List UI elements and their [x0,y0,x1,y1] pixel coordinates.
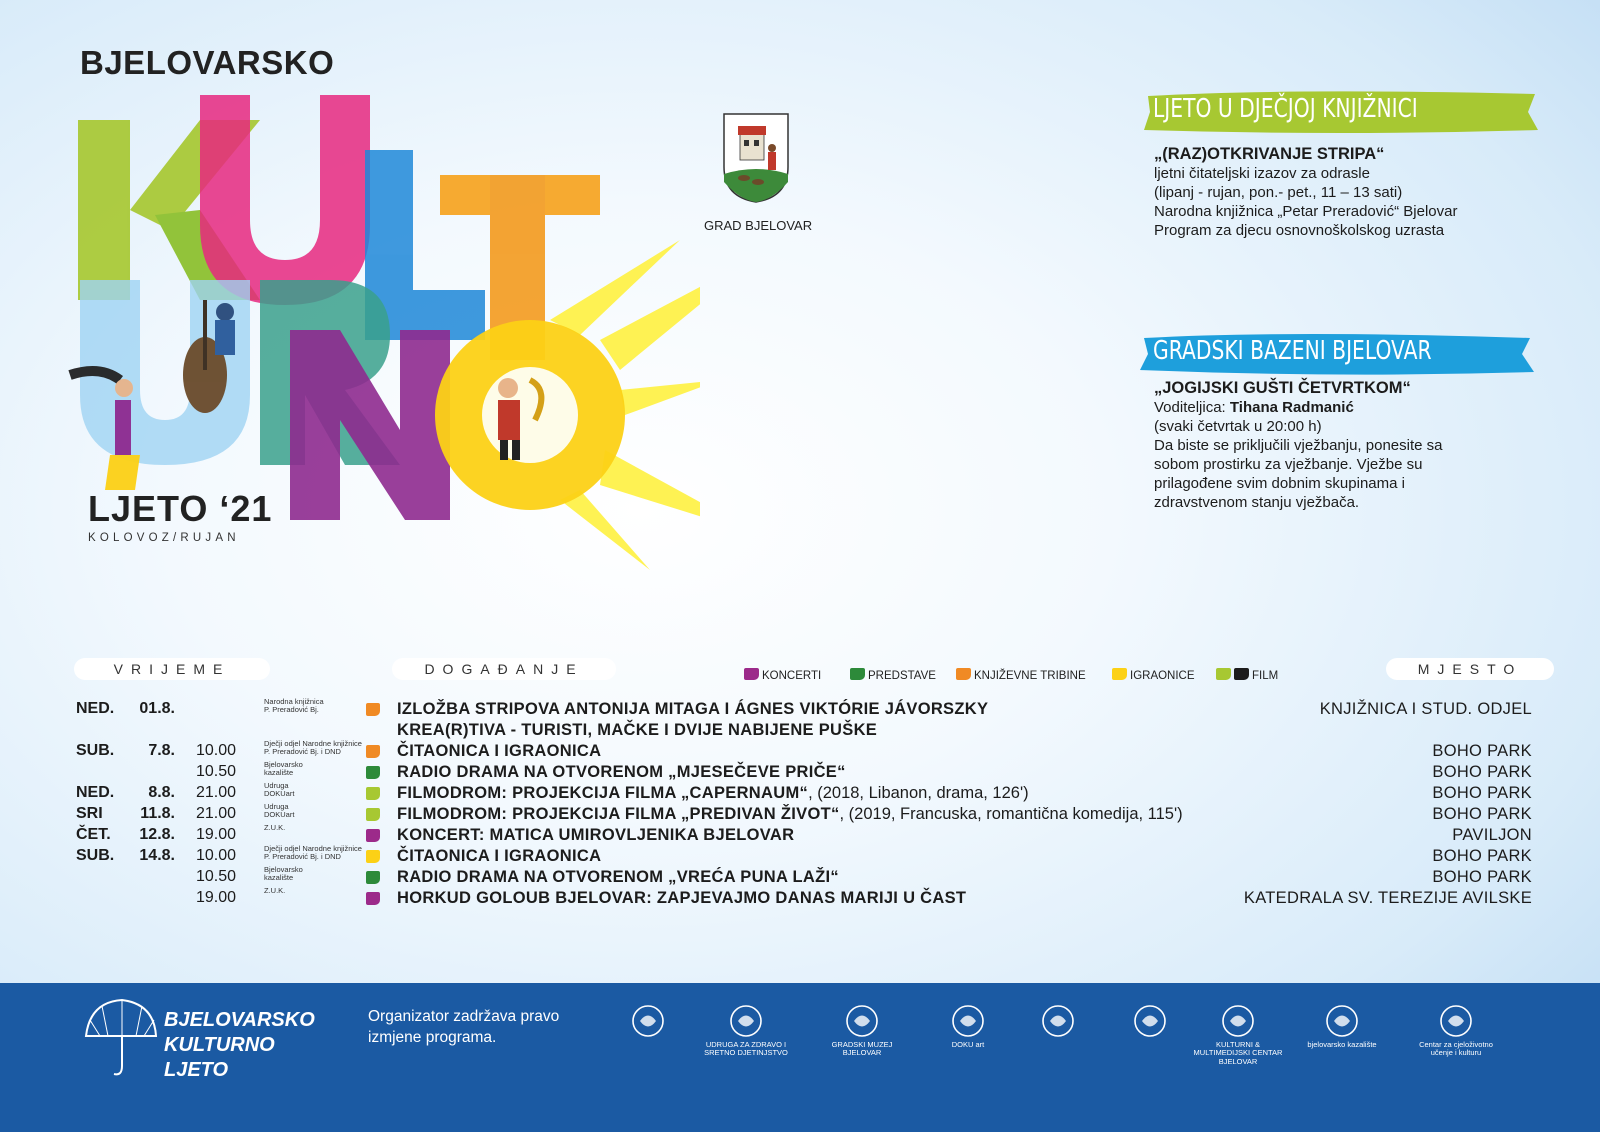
legend-label: KNJIŽEVNE TRIBINE [974,670,1086,682]
row-time: 10.50 [196,763,237,780]
section-line: sobom prostirku za vježbanje. Vježbe su [1154,456,1423,473]
table-row [0,721,1600,742]
legend-label: KONCERTI [762,670,822,682]
row-place: PAVILJON [1452,826,1532,844]
row-place: KNJIŽNICA I STUD. ODJEL [1319,700,1532,718]
row-time: 19.00 [196,889,237,906]
partner-logo-text: DOKU art [951,1039,985,1049]
row-venue: Bjelovarsko kazalište [264,865,303,882]
row-place: KATEDRALA SV. TEREZIJE AVILSKE [1243,889,1532,907]
event-title: FILMODROM: PROJEKCIJA FILMA „CAPERNAUM“ [397,784,809,802]
footer-brand-line: KULTURNO [164,1034,275,1056]
row-event [397,700,988,719]
row-day: ČET. [76,826,111,843]
table-row [0,865,1600,889]
row-date: 8.8. [148,784,175,801]
partner-logo-gradski-muzej [816,1004,908,1058]
legend-swatch [1216,668,1231,680]
row-event [397,889,966,908]
footer-brand [164,1008,315,1083]
category-tag [366,808,380,821]
bjelovarsko-kazaliste-icon [1318,1004,1366,1038]
category-tag [366,745,380,758]
row-place: BOHO PARK [1432,763,1532,781]
city-label: GRAD BJELOVAR [704,218,813,233]
dokuart-icon [944,1004,992,1038]
legend-film [1216,668,1278,682]
footer-brand-line: BJELOVARSKO [164,1009,315,1031]
gradski-muzej-icon [838,1004,886,1038]
row-venue: Bjelovarsko kazalište [264,760,303,777]
header-dogadanje: DOGAĐANJE [392,658,616,680]
row-date: 11.8. [140,805,175,822]
zajednica-udruga-icon [624,1004,672,1038]
letter-o-yellow [435,320,625,510]
coat-of-arms-icon [722,112,790,204]
category-tag [366,829,380,842]
legend-swatch [1234,668,1249,680]
event-title: RADIO DRAMA NA OTVORENOM „MJESEČEVE PRIČE“ [397,763,846,781]
event-title: ČITAONICA I IGRAONICA [397,742,602,760]
row-time: 21.00 [196,805,237,822]
category-tag [366,766,380,779]
category-tag [366,703,380,716]
row-event [397,721,877,740]
top-title: BJELOVARSKO [80,44,335,81]
event-title: IZLOŽBA STRIPOVA ANTONIJA MITAGA I ÁGNES VIKTÓRIE JÁVORSZKY [397,700,989,718]
partner-logo-cuk [1410,1004,1502,1058]
row-place: BOHO PARK [1432,784,1532,802]
section-joga [1154,379,1574,512]
row-venue: Udruga DOKUart [264,802,295,819]
header-mjesto: MJESTO [1386,658,1554,680]
section-line: ljetni čitateljski izazov za odrasle [1154,165,1370,182]
partner-logo-text: UDRUGA ZA ZDRAVO I SRETNO DJETINJSTVO [704,1039,788,1057]
partner-logo-text: Centar za cjeloživotno učenje i kulturu [1419,1039,1493,1057]
row-date: 12.8. [139,826,175,843]
season-label: LJETO ‘21 [88,488,273,529]
row-time: 21.00 [196,784,237,801]
section-line: zdravstvenom stanju vježbača. [1154,494,1360,511]
category-tag [366,787,380,800]
legend-swatch [850,668,865,680]
section-stripa [1154,145,1574,240]
event-title: ČITAONICA I IGRAONICA [397,847,602,865]
row-place: BOHO PARK [1432,847,1532,865]
row-venue: Dječji odjel Narodne knjižnice P. Preradović Bj. i DND [264,739,362,756]
row-day: NED. [76,784,115,801]
row-time: 10.00 [196,847,237,864]
event-extra: , (2018, Libanon, drama, 126') [808,784,1029,802]
sun-ray [600,255,700,370]
row-event [397,826,794,845]
legend-label: PREDSTAVE [868,670,936,682]
table-row [0,823,1600,847]
table-row [0,844,1600,868]
section-line: Narodna knjižnica „Petar Preradović“ Bjelovar [1154,203,1458,220]
table-row [0,697,1600,721]
row-event [397,763,846,782]
category-tag [366,871,380,884]
partner-logo-zajednica-udruga [602,1004,694,1041]
row-time: 10.00 [196,742,237,759]
footer-note: Organizator zadržava pravo izmjene programa. [368,1008,560,1046]
sun-ray [620,380,700,415]
legend-label: IGRAONICE [1130,670,1195,682]
row-venue: Udruga DOKUart [264,781,295,798]
umbrella-logo-icon [80,996,160,1080]
row-date: 01.8. [139,700,175,717]
banner-gradski-bazeni: GRADSKI BAZENI BJELOVAR [1153,336,1432,366]
section-line: (svaki četvrtak u 20:00 h) [1154,418,1322,435]
event-extra: , (2019, Francuska, romantična komedija, 115') [839,805,1183,823]
section-line: Program za djecu osnovnoškolskog uzrasta [1154,222,1445,239]
letter-u-pink [200,95,370,305]
table-row [0,886,1600,910]
event-title: KREA(R)TIVA - TURISTI, MAČKE I DVIJE NABIJENE PUŠKE [397,721,878,739]
months-label: KOLOVOZ/RUJAN [88,532,240,544]
narodna-knjiznica-icon [1126,1004,1174,1038]
row-date: 7.8. [148,742,175,759]
partner-logo-kmc [1192,1004,1284,1066]
partner-logo-narodna-knjiznica [1104,1004,1196,1041]
sun-ray [560,490,650,570]
matica-umirovljenika-icon [1034,1004,1082,1038]
sun-ray [600,450,700,535]
row-time: 10.50 [196,868,237,885]
row-venue: Z.U.K. [264,886,286,895]
section-line: prilagođene svim dobnim skupinama i [1154,475,1405,492]
category-tag [366,850,380,863]
partner-logo-text: KULTURNI & MULTIMEDIJSKI CENTAR BJELOVAR [1193,1039,1283,1066]
row-event [397,868,839,887]
row-day: NED. [76,700,115,717]
legend-igraonice [1112,668,1195,682]
row-venue: Narodna knjižnica P. Preradović Bj. [264,697,324,714]
table-row [0,760,1600,784]
row-place: BOHO PARK [1432,805,1532,823]
row-event [397,784,1029,803]
section-line: (lipanj - rujan, pon.- pet., 11 – 13 sati) [1154,184,1403,201]
table-row [0,802,1600,826]
event-title: KONCERT: MATICA UMIROVLJENIKA BJELOVAR [397,826,795,844]
legend-label: FILM [1252,670,1279,682]
kmc-icon [1214,1004,1262,1038]
row-event [397,742,601,761]
row-event [397,805,1183,824]
partner-logo-text: bjelovarsko kazalište [1307,1039,1377,1049]
event-title: FILMODROM: PROJEKCIJA FILMA „PREDIVAN ŽIVOT“ [397,805,840,823]
event-title: RADIO DRAMA NA OTVORENOM „VREĆA PUNA LAŽI“ [397,868,839,886]
legend-knjizevne [956,668,1086,682]
section-title: „JOGIJSKI GUŠTI ČETVRTKOM“ [1154,379,1411,397]
row-day: SUB. [76,742,115,759]
row-venue: Z.U.K. [264,823,286,832]
section-title: „(RAZ)OTKRIVANJE STRIPA“ [1154,145,1385,163]
table-row [0,781,1600,805]
section-line: Da biste se priključili vježbanju, ponesite sa [1154,437,1443,454]
table-row [0,739,1600,763]
legend-swatch [1112,668,1127,680]
row-event [397,847,601,866]
legend-swatch [956,668,971,680]
footer-brand-line: LJETO [164,1059,229,1081]
partner-logo-bjelovarsko-kazaliste [1296,1004,1388,1049]
row-place: BOHO PARK [1432,868,1532,886]
cuk-icon [1432,1004,1480,1038]
row-day: SRI [76,805,103,822]
partner-logo-dokuart [922,1004,1014,1049]
header-vrijeme: VRIJEME [74,658,270,680]
partner-logo-matica-umirovljenika [1012,1004,1104,1041]
partner-logo-udruga-zdravo-djetinjstvo [700,1004,792,1058]
row-date: 14.8. [139,847,175,864]
leader-label: Voditeljica: [1154,399,1230,416]
event-title: HORKUD GOLOUB BJELOVAR: ZAPJEVAJMO DANAS MARIJI U ČAST [397,889,967,907]
partner-logo-text: GRADSKI MUZEJ BJELOVAR [831,1039,893,1057]
row-time: 19.00 [196,826,237,843]
legend-swatch [744,668,759,680]
row-venue: Dječji odjel Narodne knjižnice P. Preradović Bj. i DND [264,844,362,861]
udruga-zdravo-djetinjstvo-icon [722,1004,770,1038]
category-tag [366,892,380,905]
legend-predstave [850,668,936,682]
leader-name: Tihana Radmanić [1229,399,1354,416]
row-day: SUB. [76,847,115,864]
legend-koncerti [744,668,821,682]
banner-ljeto-knjiznica: LJETO U DJEČJOJ KNJIŽNICI [1153,94,1418,124]
row-place: BOHO PARK [1432,742,1532,760]
